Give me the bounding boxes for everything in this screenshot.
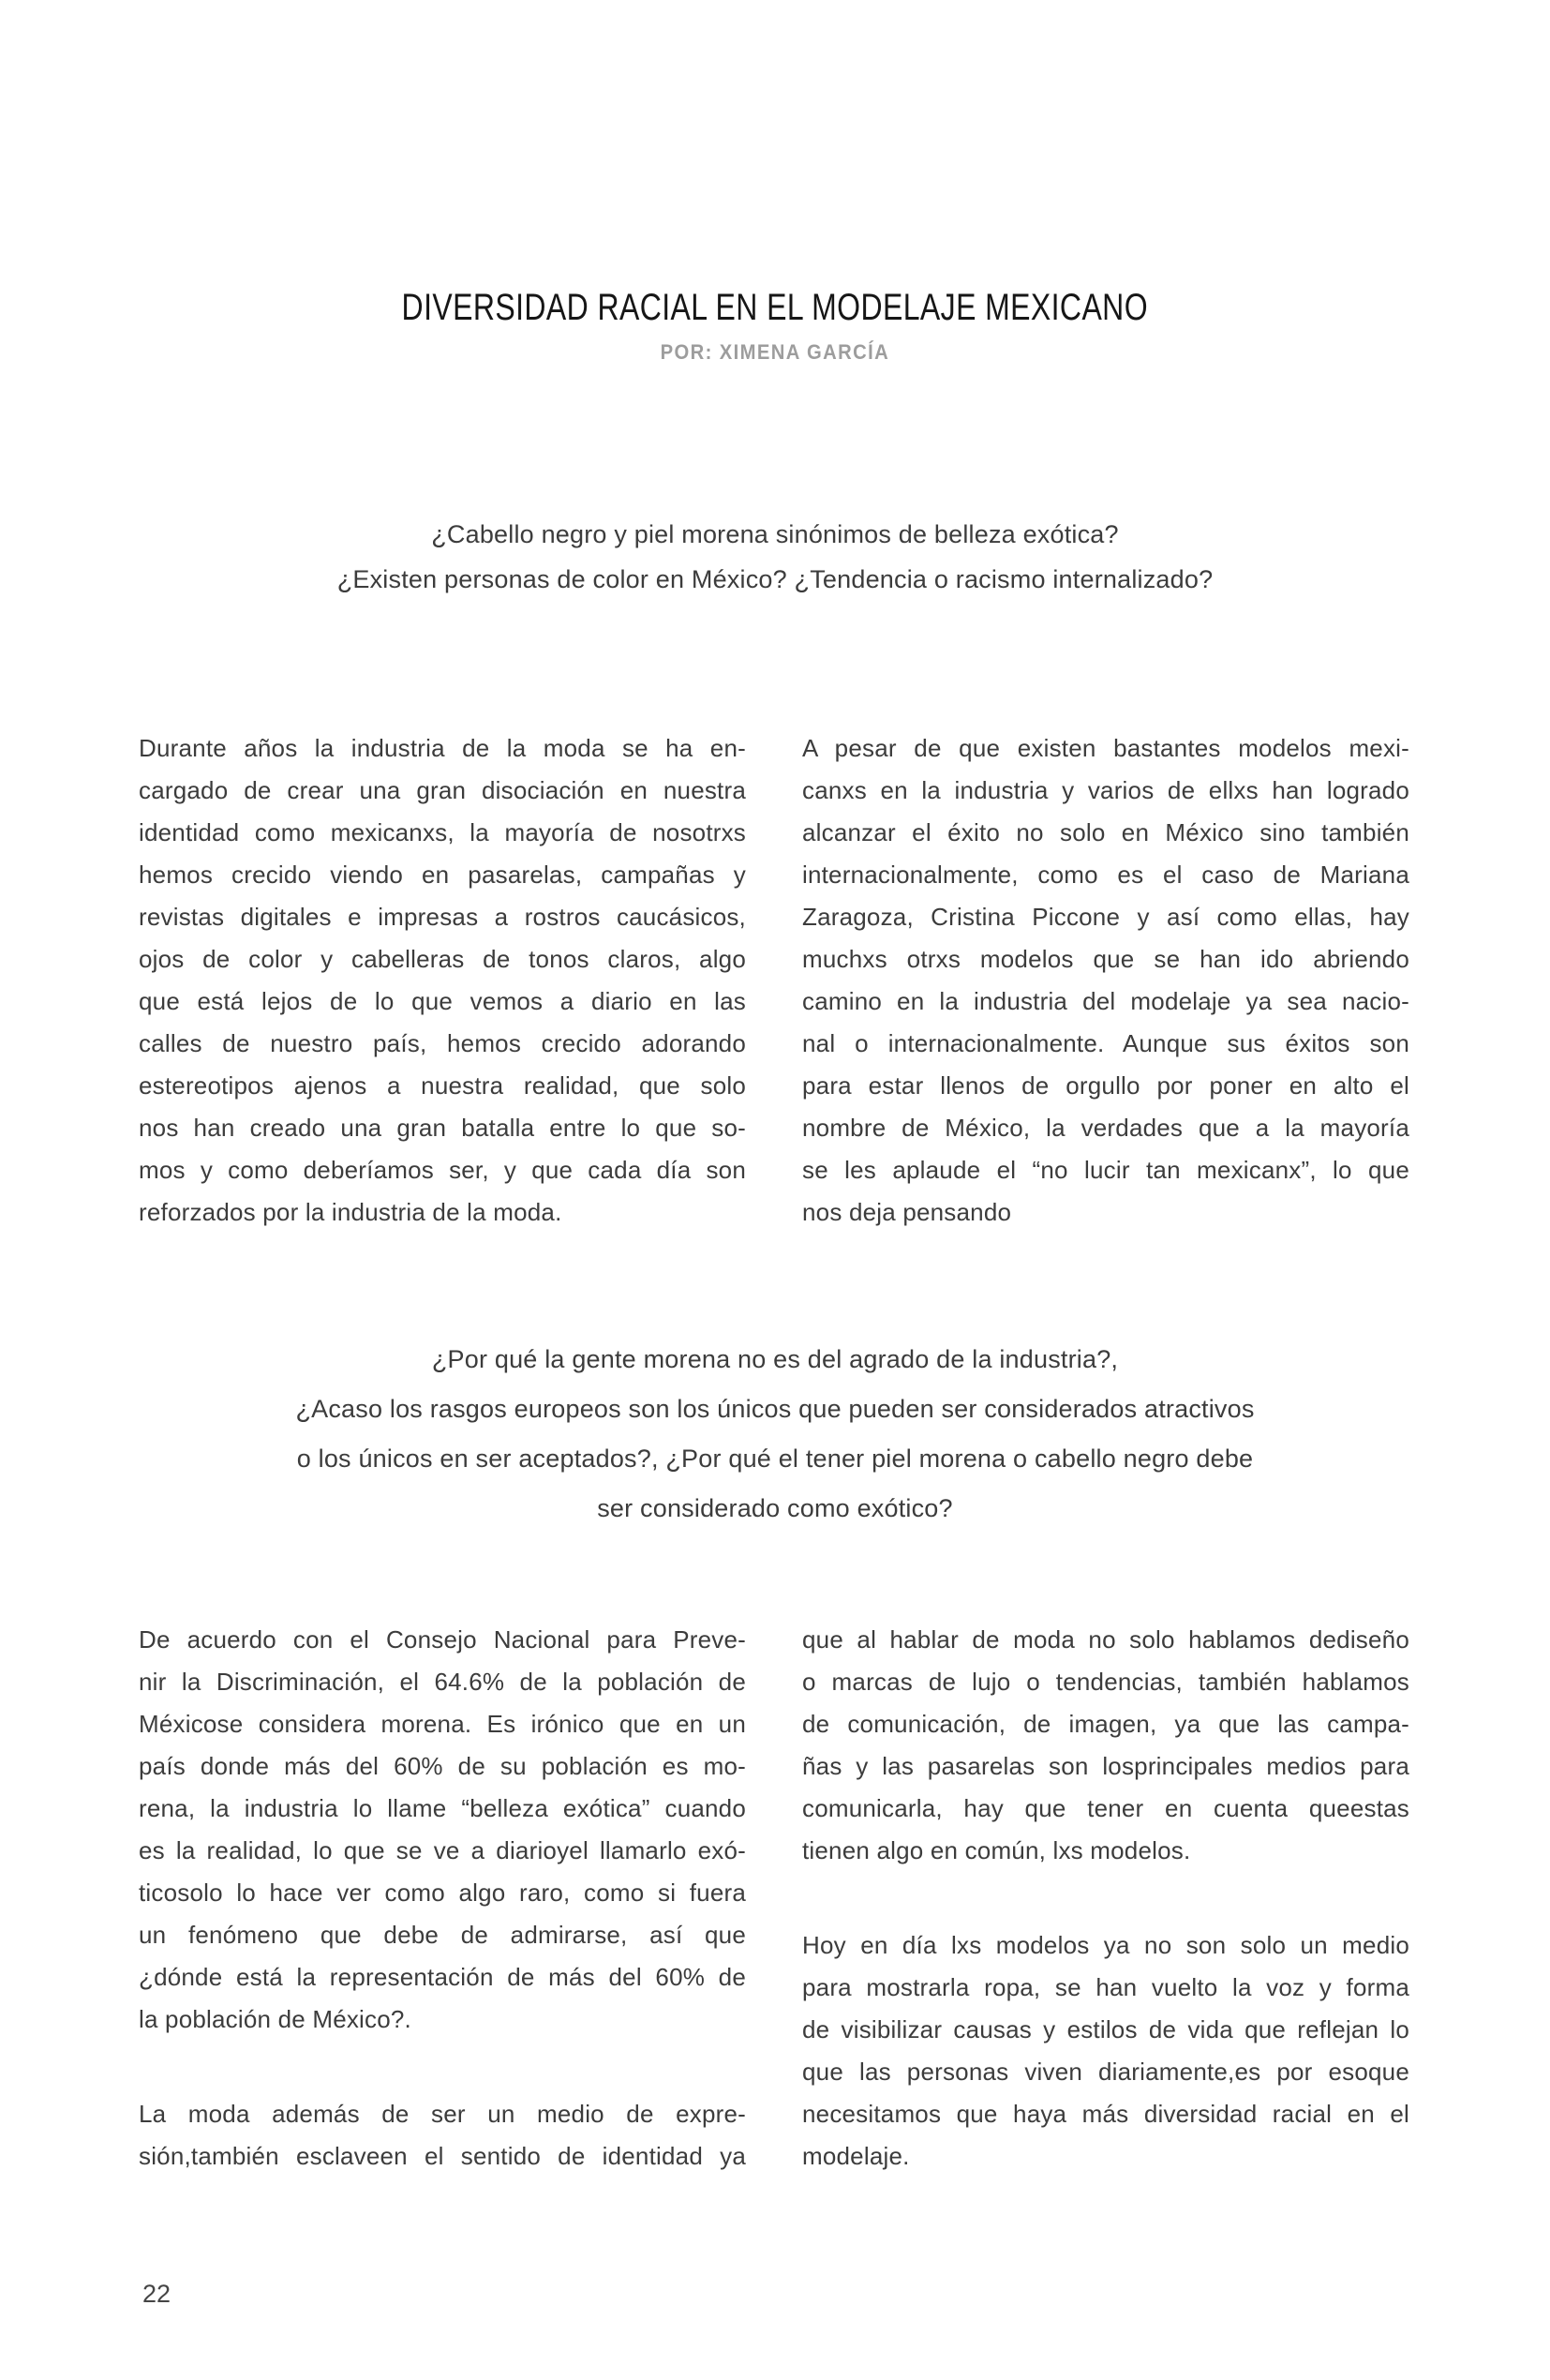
text-line: A pesar de que existen bastantes modelos mexi- <box>802 734 1409 762</box>
text-line: calles de nuestro país, hemos crecido adorando <box>139 1029 746 1057</box>
text-line: necesitamos que haya más diversidad racial en el <box>802 2100 1409 2128</box>
text-line: De acuerdo con el Consejo Nacional para Preve- <box>139 1625 746 1654</box>
text-line: nir la Discriminación, el 64.6% de la población de <box>139 1668 746 1696</box>
body-column-2-right <box>802 1619 1409 2178</box>
text-line: modelaje. <box>802 2142 910 2170</box>
text-line: identidad como mexicanxs, la mayoría de nosotrxs <box>139 818 746 846</box>
text-line: Méxicose considera morena. Es irónico que en un <box>139 1710 746 1738</box>
text-line: para mostrarla ropa, se han vuelto la voz y forma <box>802 1973 1409 2001</box>
text-line: nos deja pensando <box>802 1198 1012 1226</box>
text-line: que está lejos de lo que vemos a diario en las <box>139 987 746 1015</box>
text-line: que las personas viven diariamente,es por esoque <box>802 2058 1409 2086</box>
pull-quote <box>150 1335 1400 1534</box>
page-number: 22 <box>142 2280 171 2308</box>
text-line: país donde más del 60% de su población es mo- <box>139 1752 746 1780</box>
text-line: sión,también esclaveen el sentido de identidad ya <box>139 2142 746 2170</box>
text-line: Hoy en día lxs modelos ya no son solo un medio <box>802 1931 1409 1959</box>
text-line: que al hablar de moda no solo hablamos dediseño <box>802 1625 1409 1654</box>
body-column-1-left <box>139 727 746 1234</box>
text-line: es la realidad, lo que se ve a diarioyel llamarlo exó- <box>139 1836 746 1864</box>
text-line: canxs en la industria y varios de ellxs han logrado <box>802 776 1409 804</box>
text-line: camino en la industria del modelaje ya sea nacio- <box>802 987 1409 1015</box>
paragraph <box>139 727 746 1234</box>
article-byline-row <box>0 339 1550 366</box>
paragraph <box>802 727 1409 1234</box>
paragraph <box>802 1924 1409 2178</box>
text-line: nombre de México, la verdades que a la mayoría <box>802 1114 1409 1142</box>
text-line: estereotipos ajenos a nuestra realidad, que solo <box>139 1071 746 1100</box>
text-line: ser considerado como exótico? <box>597 1494 953 1522</box>
article-byline: POR: XIMENA GARCÍA <box>660 340 890 364</box>
text-line: para estar llenos de orgullo por poner en alto el <box>802 1071 1409 1100</box>
text-line: ¿Acaso los rasgos europeos son los únicos que pueden ser considerados atractivos <box>295 1395 1255 1423</box>
paragraph <box>139 2093 746 2178</box>
text-line: ¿Cabello negro y piel morena sinónimos de belleza exótica? <box>431 520 1119 548</box>
text-line: muchxs otrxs modelos que se han ido abriendo <box>802 945 1409 973</box>
text-line: reforzados por la industria de la moda. <box>139 1198 562 1226</box>
text-line: nos han creado una gran batalla entre lo que so- <box>139 1114 746 1142</box>
text-line: tienen algo en común, lxs modelos. <box>802 1836 1191 1864</box>
text-line: de visibilizar causas y estilos de vida que reflejan lo <box>802 2015 1409 2043</box>
text-line: comunicarla, hay que tener en cuenta queestas <box>802 1794 1409 1822</box>
paragraph <box>139 1619 746 2041</box>
text-line: un fenómeno que debe de admirarse, así que <box>139 1921 746 1949</box>
text-line: de comunicación, de imagen, ya que las campa- <box>802 1710 1409 1738</box>
intro-questions <box>150 512 1400 602</box>
text-line: internacionalmente, como es el caso de Mariana <box>802 861 1409 889</box>
text-line: o los únicos en ser aceptados?, ¿Por qué el tener piel morena o cabello negro debe <box>296 1444 1254 1473</box>
body-column-1-right <box>802 727 1409 1234</box>
text-line: se les aplaude el “no lucir tan mexicanx”, lo que <box>802 1156 1409 1184</box>
text-line: cargado de crear una gran disociación en nuestra <box>139 776 746 804</box>
text-line: nal o internacionalmente. Aunque sus éxitos son <box>802 1029 1409 1057</box>
article-header <box>0 287 1550 328</box>
article-title: DIVERSIDAD RACIAL EN EL MODELAJE MEXICANO <box>401 287 1149 328</box>
text-line: ¿Existen personas de color en México? ¿Tendencia o racismo internalizado? <box>336 565 1214 593</box>
body-column-2-left <box>139 1619 746 2178</box>
text-line: ¿Por qué la gente morena no es del agrado de la industria?, <box>431 1345 1119 1373</box>
text-line: ¿dónde está la representación de más del 60% de <box>139 1963 746 1991</box>
text-line: alcanzar el éxito no solo en México sino también <box>802 818 1409 846</box>
text-line: ojos de color y cabelleras de tonos claros, algo <box>139 945 746 973</box>
paragraph <box>802 1619 1409 1872</box>
text-line: ticosolo lo hace ver como algo raro, como si fuera <box>139 1879 746 1907</box>
text-line: rena, la industria lo llame “belleza exótica” cuando <box>139 1794 746 1822</box>
text-line: La moda además de ser un medio de expre- <box>139 2100 746 2128</box>
text-line: revistas digitales e impresas a rostros caucásicos, <box>139 903 746 931</box>
text-line: hemos crecido viendo en pasarelas, campañas y <box>139 861 746 889</box>
text-line: mos y como deberíamos ser, y que cada día son <box>139 1156 746 1184</box>
text-line: ñas y las pasarelas son losprincipales medios para <box>802 1752 1409 1780</box>
text-line: Zaragoza, Cristina Piccone y así como ellas, hay <box>802 903 1409 931</box>
text-line: Durante años la industria de la moda se ha en- <box>139 734 746 762</box>
text-line: o marcas de lujo o tendencias, también hablamos <box>802 1668 1409 1696</box>
text-line: la población de México?. <box>139 2005 411 2033</box>
